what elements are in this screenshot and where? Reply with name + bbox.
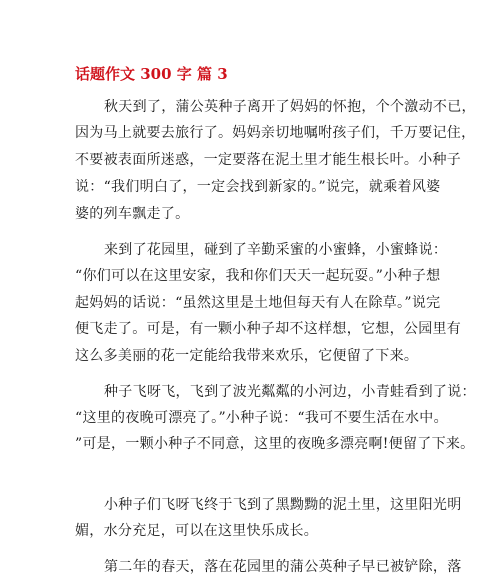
paragraph-2-line-3: 起妈妈的话说：“虽然这里是土地但每天有人在除草。”说完: [75, 295, 441, 311]
paragraph-4-line-1: 小种子们飞呀飞终于飞到了黑黝黝的泥土里，这里阳光明: [104, 497, 462, 513]
paragraph-1-line-3: 不要被表面所迷惑，一定要落在泥土里才能生根长叶。小种子: [75, 152, 462, 168]
paragraph-4-line-2: 媚，水分充足，可以在这里快乐成长。: [75, 523, 319, 539]
paragraph-2-line-1: 来到了花园里，碰到了辛勤采蜜的小蜜蜂，小蜜蜂说：: [104, 242, 448, 258]
paragraph-3-line-3: ”可是，一颗小种子不同意，这里的夜晚多漂亮啊!便留了下来。: [75, 436, 475, 452]
paragraph-1-line-4: 说：“我们明白了，一定会找到新家的。”说完，就乘着风婆: [75, 179, 441, 195]
paragraph-3-line-1: 种子飞呀飞，飞到了波光粼粼的小河边，小青蛙看到了说：: [104, 384, 476, 400]
paragraph-5-line-1: 第二年的春天，落在花园里的蒲公英种子早已被铲除，落: [104, 559, 462, 575]
paragraph-2-line-4: 便飞走了。可是，有一颗小种子却不这样想，它想，公园里有: [75, 321, 462, 337]
essay-title: 话题作文 300 字 篇 3: [75, 65, 228, 83]
paragraph-3-line-2: “这里的夜晚可漂亮了。”小种子说：“我可不要生活在水中。: [75, 410, 448, 426]
paragraph-1-line-2: 因为马上就要去旅行了。妈妈亲切地嘱咐孩子们，千万要记住，: [75, 125, 476, 141]
paragraph-2-line-5: 这么多美丽的花一定能给我带来欢乐，它便留了下来。: [75, 348, 419, 364]
paragraph-1-line-1: 秋天到了，蒲公英种子离开了妈妈的怀抱，个个激动不已，: [104, 99, 476, 115]
paragraph-1-line-5: 婆的列车飘走了。: [75, 206, 190, 222]
paragraph-2-line-2: “你们可以在这里安家，我和你们天天一起玩耍。”小种子想: [75, 268, 441, 284]
